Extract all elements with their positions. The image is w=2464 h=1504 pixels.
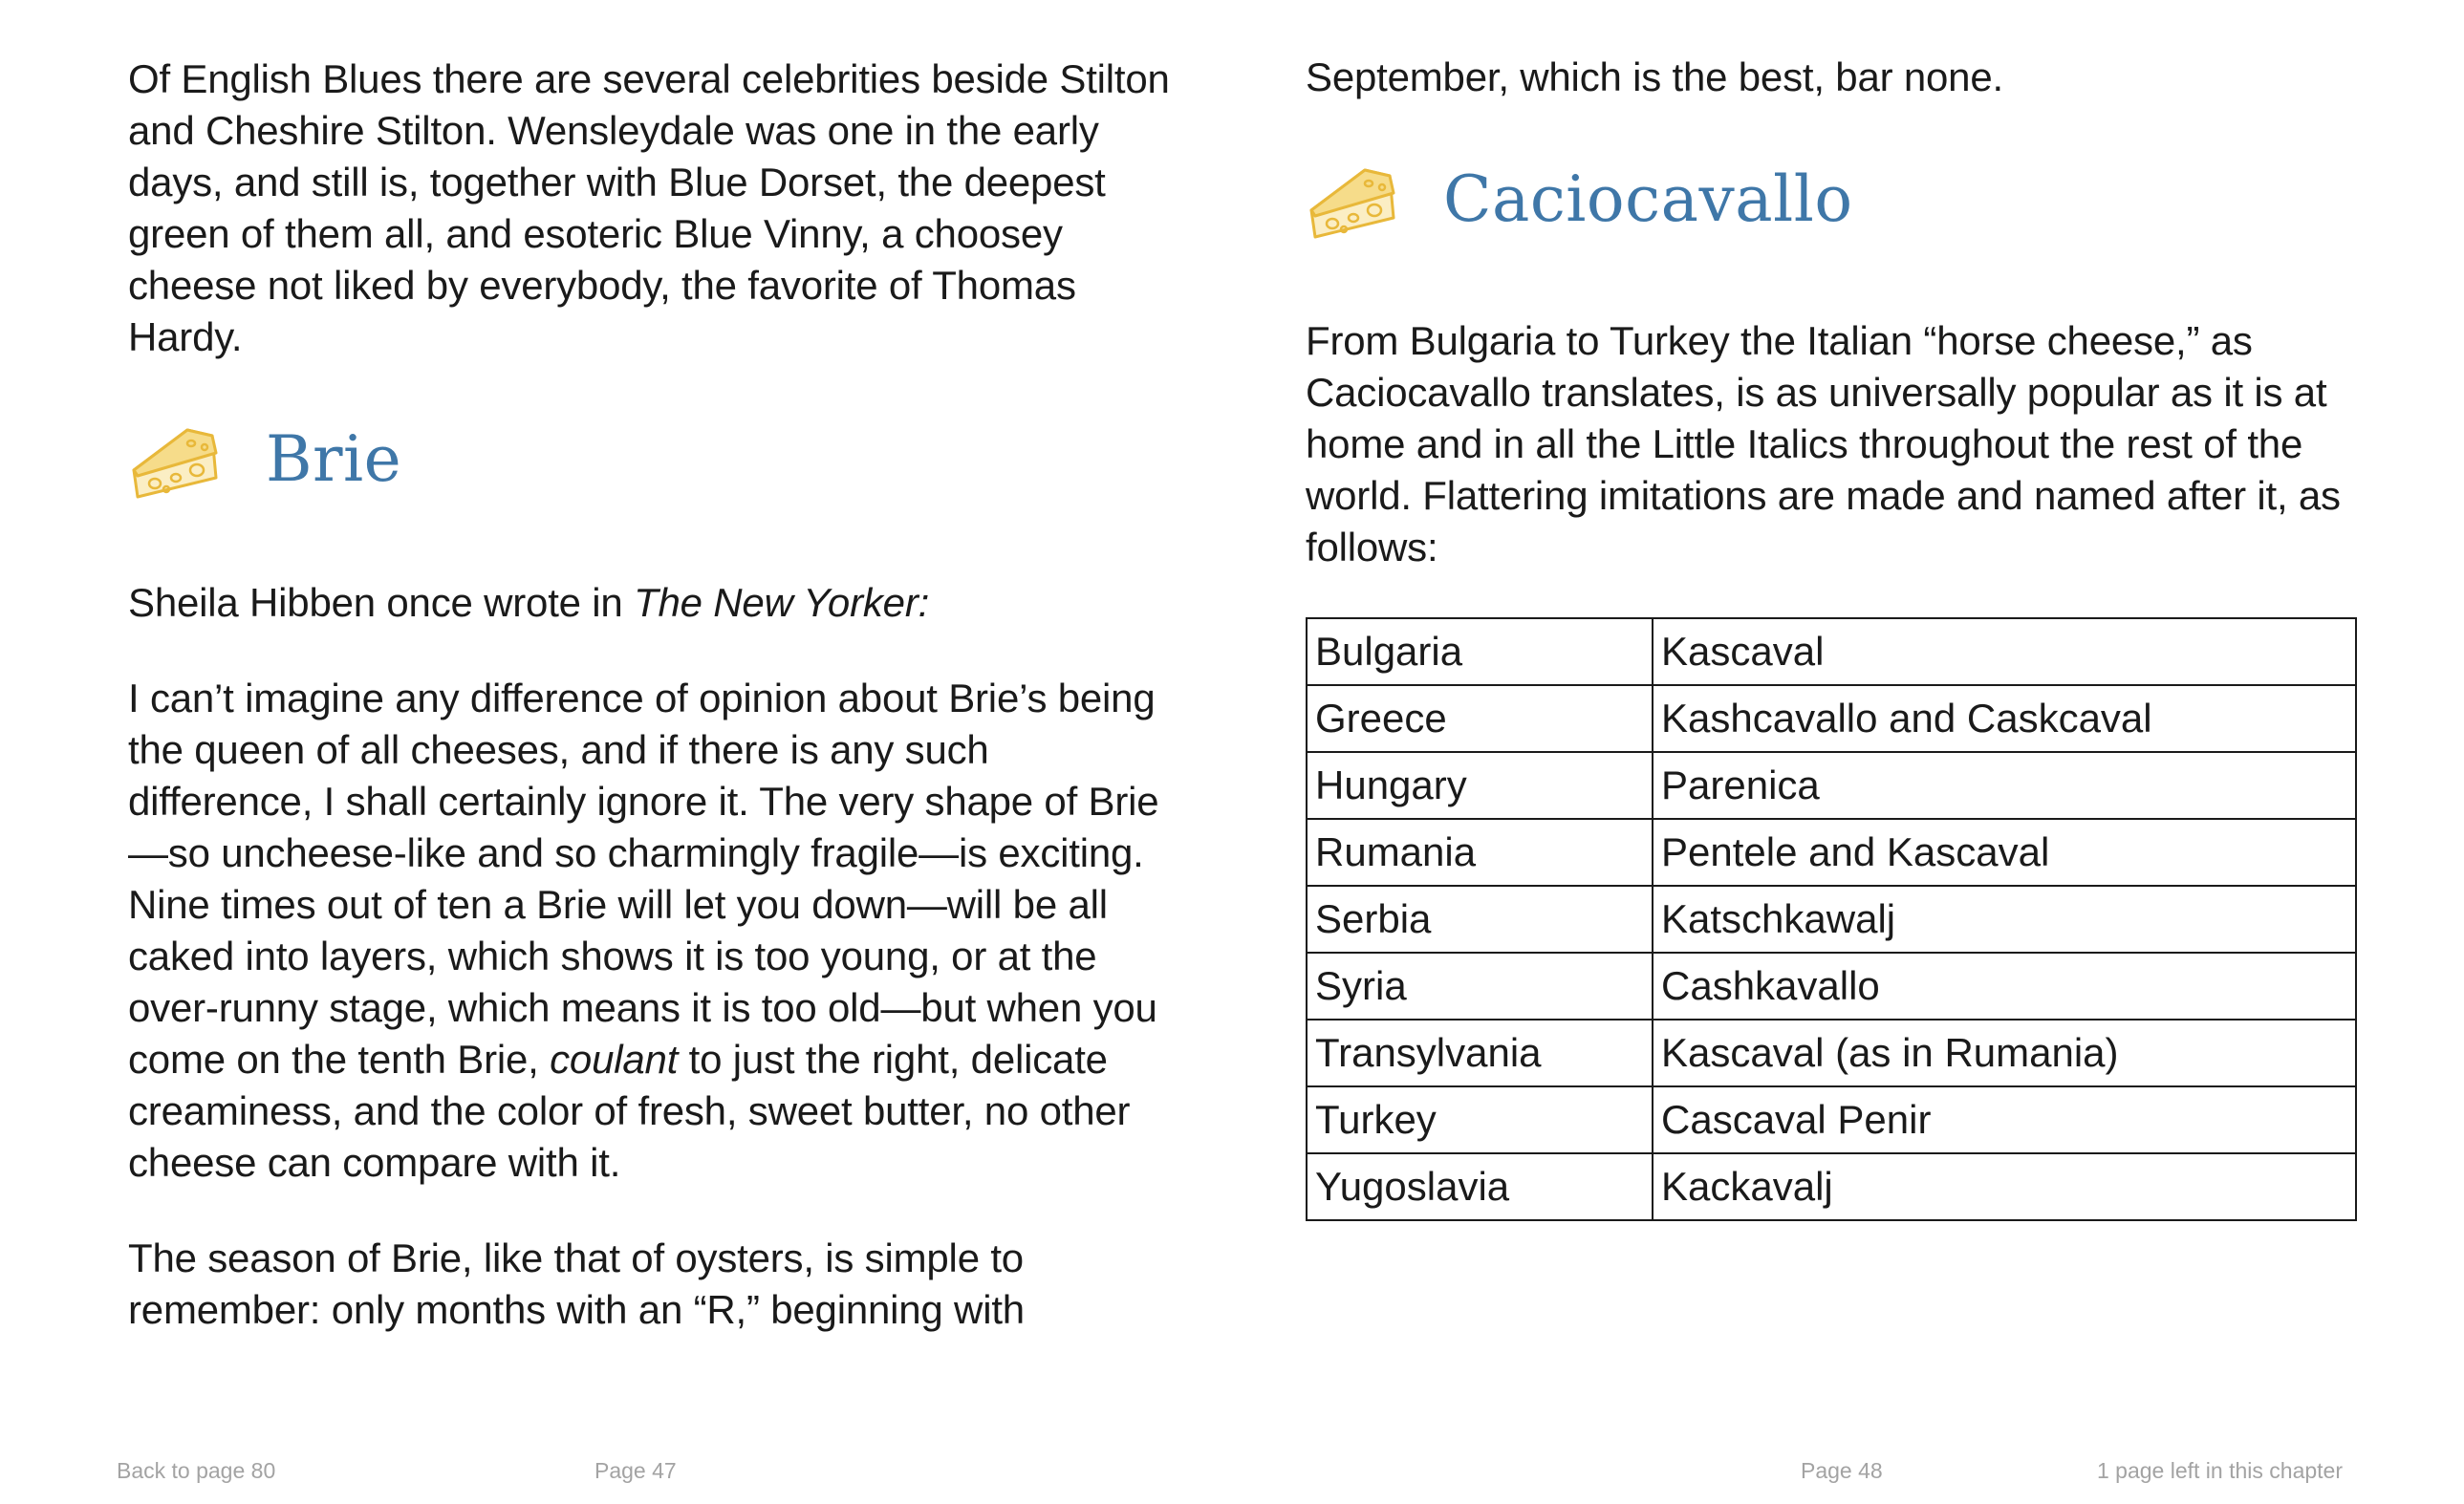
table-cell-country: Turkey — [1307, 1086, 1653, 1153]
table-row — [1307, 1153, 2356, 1220]
season-paragraph: The season of Brie, like that of oysters, is simple to remember: only months with an “R,” beginning with — [128, 1235, 1025, 1332]
table-cell-name: Kascaval (as in Rumania) — [1653, 1020, 2356, 1086]
table-cell-name: Kashcavallo and Caskcaval — [1653, 685, 2356, 752]
left-page-number: Page 47 — [594, 1458, 677, 1483]
table-row — [1307, 618, 2356, 685]
brie-heading-text: Brie — [266, 421, 402, 496]
table-cell-country: Yugoslavia — [1307, 1153, 1653, 1220]
back-to-page-link[interactable]: Back to page 80 — [117, 1458, 276, 1483]
table-cell-name: Kackavalj — [1653, 1153, 2356, 1220]
cheese-wedge-icon — [128, 409, 222, 508]
table-cell-country: Transylvania — [1307, 1020, 1653, 1086]
table-row — [1307, 752, 2356, 819]
table-row — [1307, 685, 2356, 752]
quote-source: The New Yorker: — [634, 580, 930, 625]
continuation-text: September, which is the best, bar none. — [1306, 54, 2003, 99]
brie-quote-part2: to just the right, delicate creaminess, and the color of fresh, sweet butter, no other cheese can compare with it. — [128, 1037, 1131, 1185]
table-cell-country: Greece — [1307, 685, 1653, 752]
cheese-wedge-icon — [1306, 149, 1399, 248]
brie-quote-part1: I can’t imagine any difference of opinion about Brie’s being the queen of all cheeses, and if there is any such difference, I shall certainly ignore it. The very shape of Brie—so uncheese-like and so charmingly fragile—is exciting. Nine times out of ten a Brie will let you down—will be all caked into layers, which shows it is too young, or at the over-runny stage, which means it is too old—but when you come on the tenth Brie, — [128, 676, 1159, 1082]
caciocavallo-heading-text: Caciocavallo — [1443, 161, 1853, 236]
table-cell-name: Katschkawalj — [1653, 886, 2356, 953]
table-cell-name: Cascaval Penir — [1653, 1086, 2356, 1153]
table-cell-country: Bulgaria — [1307, 618, 1653, 685]
table-cell-country: Serbia — [1307, 886, 1653, 953]
chapter-pages-left: 1 page left in this chapter — [2097, 1458, 2343, 1483]
quote-intro — [128, 577, 1179, 629]
imitations-table — [1306, 617, 2357, 1221]
intro-paragraph: Of English Blues there are several celebrities beside Stilton and Cheshire Stilton. Wensleydale was one in the early days, and still is, together with Blue Dorset, the deepest green of them all, and esoteric Blue Vinny, a choosey cheese not liked by everybody, the favorite of Thomas Hardy. — [128, 56, 1170, 359]
table-cell-name: Cashkavallo — [1653, 953, 2356, 1020]
table-row — [1307, 886, 2356, 953]
table-cell-name: Pentele and Kascaval — [1653, 819, 2356, 886]
table-cell-country: Rumania — [1307, 819, 1653, 886]
brie-quote — [128, 673, 1179, 1189]
caciocavallo-heading — [1306, 149, 1853, 248]
table-cell-country: Syria — [1307, 953, 1653, 1020]
right-page-number: Page 48 — [1801, 1458, 1883, 1483]
table-row — [1307, 1086, 2356, 1153]
brie-heading — [128, 409, 401, 508]
table-cell-name: Kascaval — [1653, 618, 2356, 685]
table-cell-country: Hungary — [1307, 752, 1653, 819]
table-row — [1307, 953, 2356, 1020]
table-cell-name: Parenica — [1653, 752, 2356, 819]
quote-intro-text: Sheila Hibben once wrote in — [128, 580, 635, 625]
brie-quote-italic: coulant — [550, 1037, 679, 1082]
table-row — [1307, 1020, 2356, 1086]
table-row — [1307, 819, 2356, 886]
caciocavallo-paragraph: From Bulgaria to Turkey the Italian “horse cheese,” as Caciocavallo translates, is as universally popular as it is at home and in all the Little Italics throughout the rest of the world. Flattering imitations are made and named after it, as follows: — [1306, 318, 2341, 569]
